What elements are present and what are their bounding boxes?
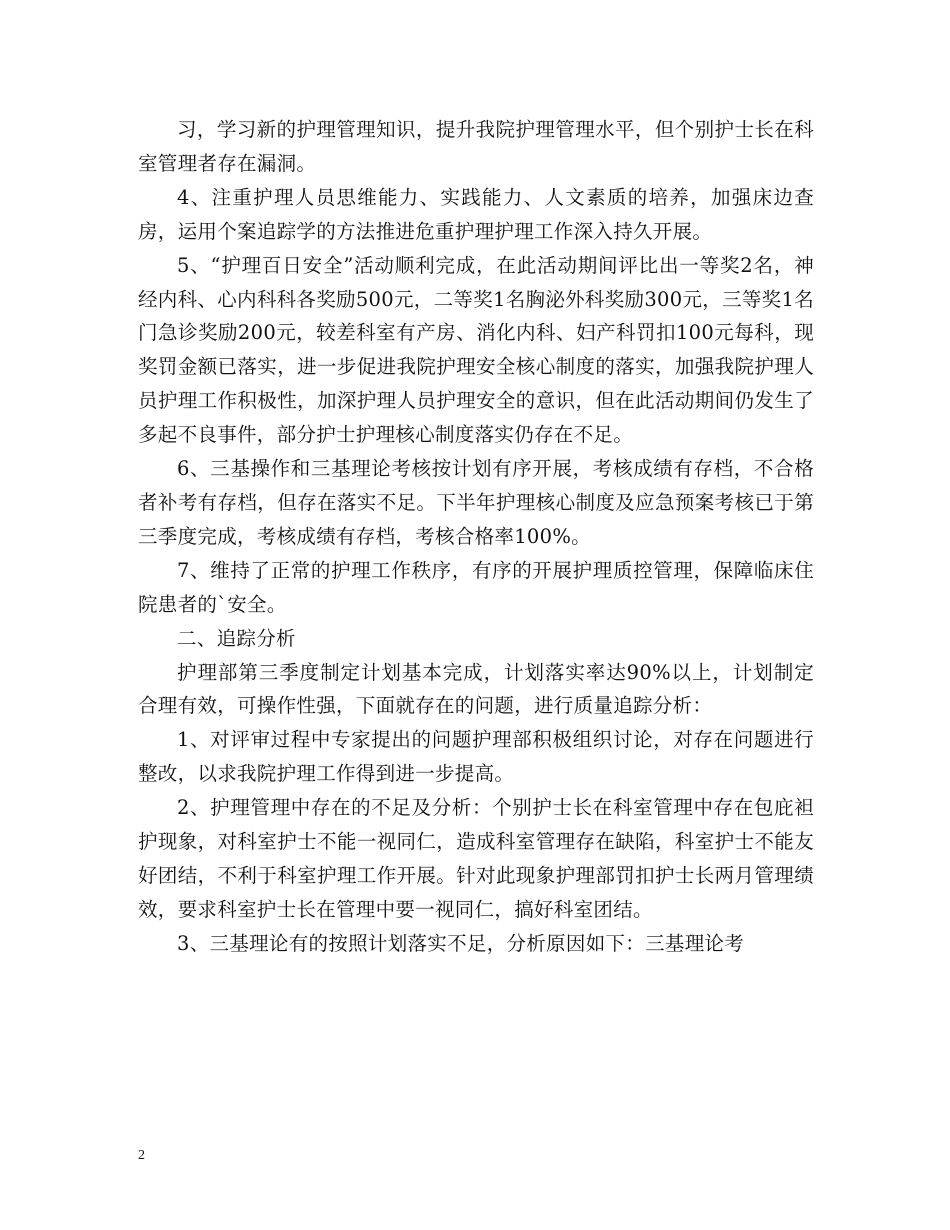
- paragraph-continuation: 习，学习新的护理管理知识，提升我院护理管理水平，但个别护士长在科室管理者存在漏洞。: [138, 118, 814, 175]
- paragraph-item-6: 6、三基操作和三基理论考核按计划有序开展，考核成绩有存档，不合格者补考有存档，但存在落实不足。下半年护理核心制度及应急预案考核已于第三季度完成，考核成绩有存档，考核合格率100%。: [138, 457, 814, 548]
- paragraph-analysis-3: 3、三基理论有的按照计划落实不足，分析原因如下：三基理论考: [177, 931, 745, 955]
- document-body: [138, 113, 814, 961]
- paragraph-analysis-2: 2、护理管理中存在的不足及分析：个别护士长在科室管理中存在包庇袒护现象，对科室护士不能一视同仁，造成科室管理存在缺陷，科室护士不能友好团结，不利于科室护理工作开展。针对此现象护理部罚扣护士长两月管理绩效，要求科室护士长在管理中要一视同仁，搞好科室团结。: [138, 796, 814, 921]
- page-number: 2: [138, 1148, 145, 1163]
- paragraph-item-4: 4、注重护理人员思维能力、实践能力、人文素质的培养，加强床边查房，运用个案追踪学的方法推进危重护理护理工作深入持久开展。: [138, 185, 814, 243]
- paragraph-item-7: 7、维持了正常的护理工作秩序，有序的开展护理质控管理，保障临床住院患者的`安全。: [138, 558, 814, 616]
- paragraph-item-5: 5、“护理百日安全”活动顺利完成，在此活动期间评比出一等奖2名，神经内科、心内科科各奖励500元，二等奖1名胸泌外科奖励300元，三等奖1名门急诊奖励200元，较差科室有产房、消化内科、妇产科罚扣100元每科，现奖罚金额已落实，进一步促进我院护理安全核心制度的落实，加强我院护理人员护理工作积极性，加深护理人员护理安全的意识，但在此活动期间仍发生了多起不良事件，部分护士护理核心制度落实仍存在不足。: [138, 253, 814, 447]
- section-heading-tracking-analysis: 二、追踪分析: [177, 626, 296, 650]
- paragraph-tracking-intro: 护理部第三季度制定计划基本完成，计划落实率达90%以上，计划制定合理有效，可操作性强，下面就存在的问题，进行质量追踪分析：: [138, 660, 814, 718]
- paragraph-analysis-1: 1、对评审过程中专家提出的问题护理部积极组织讨论，对存在问题进行整改，以求我院护理工作得到进一步提高。: [138, 728, 814, 786]
